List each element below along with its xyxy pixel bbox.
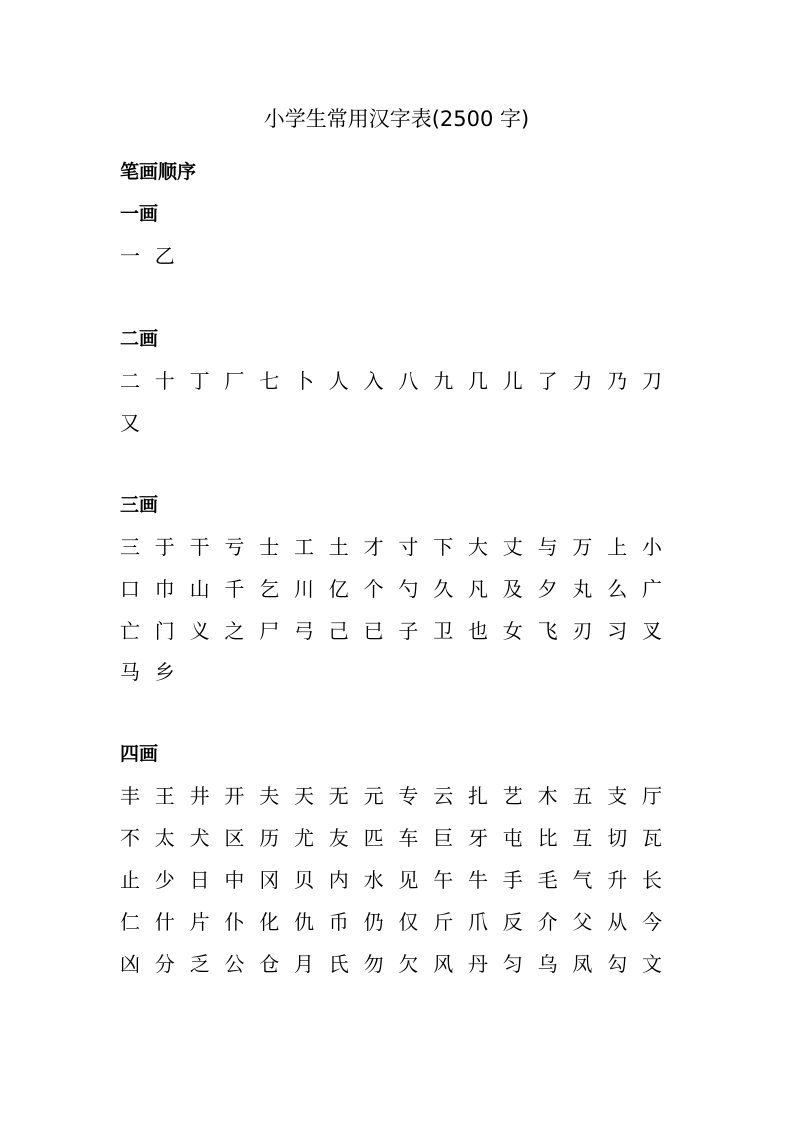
hanzi-char: 爪 (468, 910, 488, 934)
hanzi-char: 从 (607, 910, 628, 934)
hanzi-char: 勾 (607, 952, 628, 976)
hanzi-char: 山 (189, 577, 210, 601)
hanzi-char: 介 (537, 910, 558, 934)
hanzi-char: 己 (328, 619, 349, 643)
hanzi-char: 斤 (433, 910, 454, 934)
hanzi-char: 文 (642, 952, 662, 976)
hanzi-char: 比 (537, 826, 558, 850)
hanzi-char: 么 (607, 577, 628, 601)
hanzi-char: 互 (572, 826, 593, 850)
hanzi-char: 万 (572, 535, 593, 559)
hanzi-char: 乏 (189, 952, 210, 976)
hanzi-char: 叉 (642, 619, 662, 643)
hanzi-char: 牙 (468, 826, 488, 850)
hanzi-char: 什 (154, 910, 175, 934)
hanzi-char: 已 (363, 619, 384, 643)
hanzi-char: 卜 (294, 369, 314, 393)
hanzi-char: 片 (189, 910, 210, 934)
hanzi-char: 支 (607, 784, 628, 808)
hanzi-char: 贝 (294, 868, 314, 892)
hanzi-char: 女 (502, 619, 523, 643)
hanzi-char: 欠 (398, 952, 419, 976)
hanzi-char: 天 (294, 784, 314, 808)
hanzi-char: 久 (433, 577, 454, 601)
hanzi-char: 尤 (294, 826, 314, 850)
hanzi-char: 人 (328, 369, 349, 393)
hanzi-char: 三 (120, 535, 140, 559)
hanzi-char: 长 (642, 868, 662, 892)
hanzi-char: 月 (294, 952, 314, 976)
hanzi-char: 弓 (294, 619, 314, 643)
hanzi-char: 风 (433, 952, 454, 976)
hanzi-char: 门 (154, 619, 175, 643)
hanzi-char: 切 (607, 826, 628, 850)
hanzi-char: 丹 (468, 952, 488, 976)
hanzi-char: 丈 (502, 535, 523, 559)
hanzi-char: 不 (120, 826, 140, 850)
group-heading-3-strokes: 三画 (120, 494, 159, 516)
hanzi-char: 升 (607, 868, 628, 892)
hanzi-char: 巨 (433, 826, 454, 850)
hanzi-char: 厅 (642, 784, 662, 808)
hanzi-char: 友 (328, 826, 349, 850)
hanzi-char: 夕 (537, 577, 558, 601)
hanzi-char: 口 (120, 577, 140, 601)
hanzi-char: 尸 (259, 619, 280, 643)
hanzi-char: 乞 (259, 577, 280, 601)
hanzi-char: 仇 (294, 910, 314, 934)
hanzi-char: 冈 (259, 868, 280, 892)
hanzi-char: 及 (502, 577, 523, 601)
hanzi-char: 九 (433, 369, 454, 393)
hanzi-char: 夫 (259, 784, 280, 808)
hanzi-char: 下 (433, 535, 454, 559)
hanzi-char: 仁 (120, 910, 140, 934)
hanzi-char: 内 (328, 868, 349, 892)
hanzi-char: 于 (154, 535, 175, 559)
hanzi-char: 乙 (154, 244, 175, 268)
hanzi-char: 王 (154, 784, 175, 808)
hanzi-char: 凡 (468, 577, 488, 601)
hanzi-char: 八 (398, 369, 419, 393)
hanzi-char: 日 (189, 868, 210, 892)
hanzi-char: 川 (294, 577, 314, 601)
hanzi-char: 了 (537, 369, 558, 393)
page-title: 小学生常用汉字表(2500 字) (263, 107, 530, 131)
hanzi-char: 仍 (363, 910, 384, 934)
hanzi-char: 无 (328, 784, 349, 808)
hanzi-char: 千 (224, 577, 245, 601)
hanzi-char: 币 (328, 910, 349, 934)
hanzi-char: 又 (120, 411, 140, 435)
hanzi-char: 今 (642, 910, 662, 934)
hanzi-char: 匹 (363, 826, 384, 850)
hanzi-char: 丰 (120, 784, 140, 808)
hanzi-char: 飞 (537, 619, 558, 643)
hanzi-char: 巾 (154, 577, 175, 601)
hanzi-char: 公 (224, 952, 245, 976)
hanzi-char: 丁 (189, 369, 210, 393)
hanzi-char: 车 (398, 826, 419, 850)
hanzi-char: 毛 (537, 868, 558, 892)
hanzi-char: 反 (502, 910, 523, 934)
hanzi-char: 瓦 (642, 826, 662, 850)
hanzi-char: 化 (259, 910, 280, 934)
hanzi-char: 水 (363, 868, 384, 892)
hanzi-char: 艺 (502, 784, 523, 808)
hanzi-char: 木 (537, 784, 558, 808)
hanzi-char: 义 (189, 619, 210, 643)
hanzi-char: 之 (224, 619, 245, 643)
hanzi-char: 工 (294, 535, 314, 559)
hanzi-char: 个 (363, 577, 384, 601)
hanzi-char: 匀 (502, 952, 523, 976)
hanzi-char: 元 (363, 784, 384, 808)
hanzi-char: 勿 (363, 952, 384, 976)
hanzi-char: 子 (398, 619, 419, 643)
hanzi-char: 土 (328, 535, 349, 559)
hanzi-char: 马 (120, 660, 140, 684)
group-heading-2-strokes: 二画 (120, 328, 159, 350)
hanzi-char: 止 (120, 868, 140, 892)
hanzi-char: 寸 (398, 535, 419, 559)
hanzi-char: 五 (572, 784, 593, 808)
hanzi-char: 十 (154, 369, 175, 393)
hanzi-char: 午 (433, 868, 454, 892)
hanzi-char: 勺 (398, 577, 419, 601)
hanzi-char: 太 (154, 826, 175, 850)
section-heading: 笔画顺序 (120, 161, 197, 183)
hanzi-char: 丸 (572, 577, 593, 601)
hanzi-char: 氏 (328, 952, 349, 976)
hanzi-char: 卫 (433, 619, 454, 643)
hanzi-char: 区 (224, 826, 245, 850)
hanzi-char: 凤 (572, 952, 593, 976)
hanzi-char: 仅 (398, 910, 419, 934)
hanzi-char: 仆 (224, 910, 245, 934)
hanzi-char: 气 (572, 868, 593, 892)
hanzi-char: 少 (154, 868, 175, 892)
hanzi-char: 乌 (537, 952, 558, 976)
hanzi-char: 干 (189, 535, 210, 559)
hanzi-char: 小 (642, 535, 662, 559)
hanzi-char: 乃 (607, 369, 628, 393)
hanzi-char: 二 (120, 369, 140, 393)
hanzi-char: 入 (363, 369, 384, 393)
hanzi-char: 犬 (189, 826, 210, 850)
hanzi-char: 历 (259, 826, 280, 850)
hanzi-char: 专 (398, 784, 419, 808)
hanzi-char: 屯 (502, 826, 523, 850)
hanzi-char: 刀 (642, 369, 662, 393)
hanzi-char: 几 (468, 369, 488, 393)
hanzi-char: 上 (607, 535, 628, 559)
hanzi-char: 分 (154, 952, 175, 976)
hanzi-char: 士 (259, 535, 280, 559)
hanzi-char: 乡 (154, 660, 175, 684)
hanzi-char: 牛 (468, 868, 488, 892)
group-heading-4-strokes: 四画 (120, 743, 159, 765)
hanzi-char: 亿 (328, 577, 349, 601)
hanzi-char: 习 (607, 619, 628, 643)
hanzi-char: 扎 (468, 784, 488, 808)
hanzi-char: 广 (642, 577, 662, 601)
hanzi-char: 才 (363, 535, 384, 559)
hanzi-char: 井 (189, 784, 210, 808)
hanzi-char: 七 (259, 369, 280, 393)
hanzi-char: 大 (468, 535, 488, 559)
hanzi-char: 开 (224, 784, 245, 808)
hanzi-char: 见 (398, 868, 419, 892)
hanzi-char: 力 (572, 369, 593, 393)
group-heading-1-stroke: 一画 (120, 203, 159, 225)
hanzi-char: 手 (502, 868, 523, 892)
hanzi-char: 凶 (120, 952, 140, 976)
hanzi-char: 亡 (120, 619, 140, 643)
hanzi-char: 云 (433, 784, 454, 808)
hanzi-char: 仓 (259, 952, 280, 976)
hanzi-char: 中 (224, 868, 245, 892)
hanzi-char: 一 (120, 244, 140, 268)
hanzi-char: 与 (537, 535, 558, 559)
hanzi-char: 厂 (224, 369, 245, 393)
hanzi-char: 也 (468, 619, 488, 643)
hanzi-char: 儿 (502, 369, 523, 393)
hanzi-char: 刃 (572, 619, 593, 643)
hanzi-char: 亏 (224, 535, 245, 559)
hanzi-char: 父 (572, 910, 593, 934)
